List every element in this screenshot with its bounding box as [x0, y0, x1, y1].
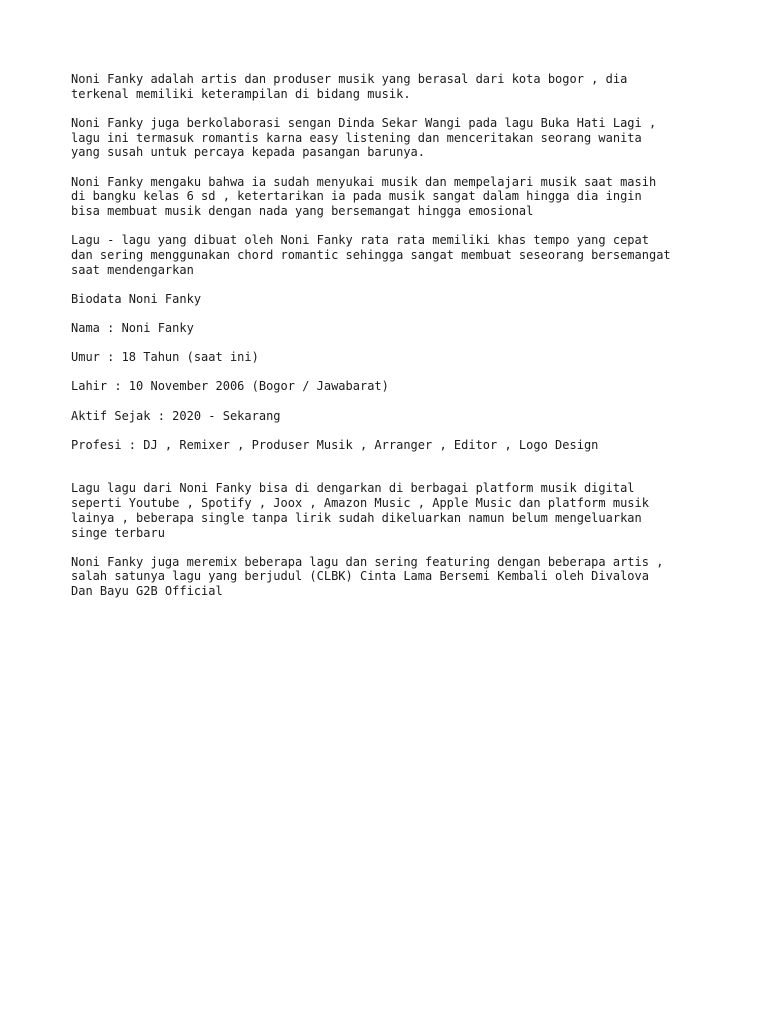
- biodata-profesi: Profesi : DJ , Remixer , Produser Musik , Arranger , Editor , Logo Design: [71, 437, 599, 452]
- text-line: seperti Youtube , Spotify , Joox , Amazon Music , Apple Music dan platform musik: [71, 496, 649, 511]
- text-line: di bangku kelas 6 sd , ketertarikan ia pada musik sangat dalam hingga dia ingin: [71, 189, 642, 204]
- music-history-paragraph: [71, 175, 731, 219]
- text-line: salah satunya lagu yang berjudul (CLBK) Cinta Lama Bersemi Kembali oleh Divalova: [71, 569, 649, 584]
- style-paragraph: [71, 233, 731, 277]
- document-page: [71, 72, 731, 599]
- text-line: saat mendengarkan: [71, 262, 194, 277]
- text-line: Noni Fanky mengaku bahwa ia sudah menyukai musik dan mempelajari musik saat masih: [71, 174, 657, 189]
- text-line: singe terbaru: [71, 525, 165, 540]
- biodata-nama: Nama : Noni Fanky: [71, 320, 194, 335]
- text-line: Dan Bayu G2B Official: [71, 584, 223, 599]
- intro-paragraph: [71, 72, 731, 101]
- text-line: lagu ini termasuk romantis karna easy listening dan menceritakan seorang wanita: [71, 130, 642, 145]
- text-line: terkenal memiliki keterampilan di bidang musik.: [71, 86, 411, 101]
- text-line: Noni Fanky juga berkolaborasi sengan Dinda Sekar Wangi pada lagu Buka Hati Lagi ,: [71, 115, 657, 130]
- text-line: yang susah untuk percaya kepada pasangan barunya.: [71, 145, 426, 160]
- remix-paragraph: [71, 555, 731, 599]
- biodata-umur: Umur : 18 Tahun (saat ini): [71, 350, 259, 365]
- text-line: Lagu - lagu yang dibuat oleh Noni Fanky rata rata memiliki khas tempo yang cepat: [71, 233, 649, 248]
- text-line: bisa membuat musik dengan nada yang bersemangat hingga emosional: [71, 203, 534, 218]
- text-line: Lagu lagu dari Noni Fanky bisa di dengarkan di berbagai platform musik digital: [71, 481, 635, 496]
- platforms-paragraph: [71, 481, 731, 540]
- text-line: lainya , beberapa single tanpa lirik sudah dikeluarkan namun belum mengeluarkan: [71, 510, 642, 525]
- collaboration-paragraph: [71, 116, 731, 160]
- biodata-aktif: Aktif Sejak : 2020 - Sekarang: [71, 408, 281, 423]
- biodata-heading: Biodata Noni Fanky: [71, 291, 202, 306]
- text-line: Noni Fanky adalah artis dan produser musik yang berasal dari kota bogor , dia: [71, 72, 628, 86]
- biodata-lahir: Lahir : 10 November 2006 (Bogor / Jawabarat): [71, 379, 389, 394]
- text-line: dan sering menggunakan chord romantic sehingga sangat membuat seseorang bersemangat: [71, 247, 671, 262]
- text-line: Noni Fanky juga meremix beberapa lagu dan sering featuring dengan beberapa artis ,: [71, 554, 664, 569]
